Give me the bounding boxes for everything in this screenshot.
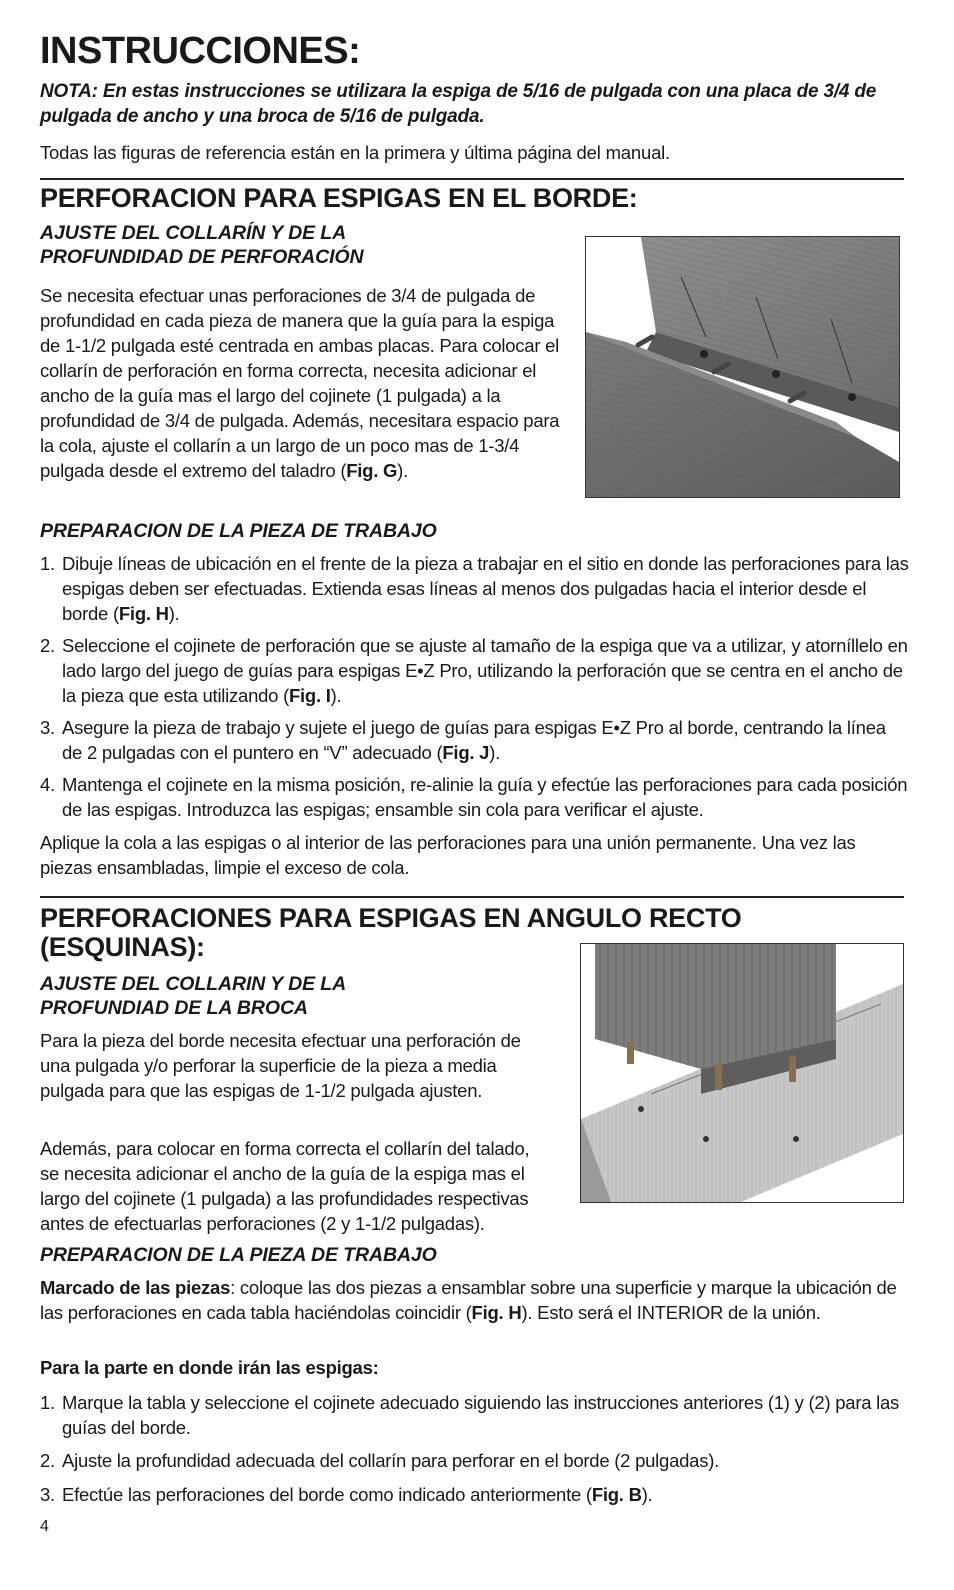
section2-collar-paragraph: Para la pieza del borde necesita efectuar una perforación de una pulgada y/o perforar la superficie de la pieza a media pulgada para que las espigas de 1-1/2 pulgada ajusten. (40, 1030, 521, 1101)
marking-paragraph: Marcado de las piezas: coloque las dos piezas a ensamblar sobre una superficie y marque la ubicación de las perforaciones en cada tabla haciéndolas coincidir (Fig. H). Esto será el INTERIOR de la unión. (40, 1277, 897, 1323)
section-divider (40, 178, 904, 180)
list-item: 2. Ajuste la profundidad adecuada del collarín para perforar en el borde (2 pulgadas). (40, 1450, 720, 1471)
page-title: INSTRUCCIONES: (40, 30, 361, 72)
list-item: 3. Asegure la pieza de trabajo y sujete el juego de guías para espigas E•Z Pro al borde, centrando la línea de 2 pulgadas con el puntero en “V” adecuado (Fig. J). (40, 717, 886, 763)
section2-heading: PERFORACIONES PARA ESPIGAS EN ANGULO RECTO (ESQUINAS): (40, 903, 742, 962)
section1-steps (40, 551, 910, 829)
section1-collar-paragraph: Se necesita efectuar unas perforaciones de 3/4 de pulgada de profundidad en cada pieza de manera que la guía para la espiga de 1-1/2 pulgada esté centrada en ambas placas. Para colocar el collarín de perforación en forma correcta, necesita adicionar el ancho de la guía mas el largo del cojinete (1 pulgada) a la profundidad de 3/4 de pulgada. Además, necesitara espacio para la cola, ajuste el collarín a un largo de un poco mas de 1-3/4 pulgada desde el extremo del taladro (Fig. G). (40, 285, 560, 481)
page-number: 4 (40, 1518, 49, 1535)
intro-paragraph: Todas las figuras de referencia están en la primera y última página del manual. (40, 142, 671, 163)
list-item: 2. Seleccione el cojinete de perforación que se ajuste al tamaño de la espiga que va a utilizar, y atorníllelo en lado largo del juego de guías para espigas E•Z Pro, utilizando la perforación que se centra en el ancho de la pieza que esta utilizando (Fig. I). (40, 635, 908, 706)
list-item: 4. Mantenga el cojinete en la misma posición, re-alinie la guía y efectúe las perforaciones para cada posición de las espigas. Introduzca las espigas; ensamble sin cola para verificar el ajuste. (40, 774, 908, 820)
section2-subheading-workpiece: PREPARACION DE LA PIEZA DE TRABAJO (40, 1244, 437, 1266)
section2-depth-paragraph: Además, para colocar en forma correcta el collarín del talado, se necesita adicionar el ancho de la guía de la espiga mas el largo del cojinete (1 pulgada) a las profundidades respectivas antes de efectuarlas perforaciones (2 y 1-1/2 pulgadas). (40, 1138, 530, 1234)
list-item: 1. Marque la tabla y seleccione el cojinete adecuado siguiendo las instrucciones anteriores (1) y (2) para las guías del borde. (40, 1392, 900, 1438)
fig-reference: Fig. H (118, 603, 169, 624)
list-item: 1. Dibuje líneas de ubicación en el frente de la pieza a trabajar en el sitio en donde las perforaciones para las espigas deben ser efectuadas. Extienda esas líneas al menos dos pulgadas hacia el interior desde el borde (Fig. H). (40, 553, 909, 624)
section1-closing-paragraph: Aplique la cola a las espigas o al interior de las perforaciones para una unión permanente. Una vez las piezas ensambladas, limpie el exceso de cola. (40, 832, 856, 878)
list-item: 3. Efectúe las perforaciones del borde como indicado anteriormente (Fig. B). (40, 1484, 653, 1505)
edge-boards-illustration (586, 237, 899, 497)
fig-reference: Fig. I (288, 685, 331, 706)
section-divider (40, 896, 904, 898)
section1-heading: PERFORACION PARA ESPIGAS EN EL BORDE: (40, 183, 638, 213)
section2-steps (40, 1390, 910, 1514)
edge-dowel-figure (585, 236, 900, 498)
section2-subheading-collar: AJUSTE DEL COLLARIN Y DE LA PROFUNDIAD DE LA BROCA (40, 973, 346, 1019)
fig-reference: Fig. B (591, 1484, 642, 1505)
section1-subheading-collar: AJUSTE DEL COLLARÍN Y DE LA PROFUNDIDAD DE PERFORACIÓN (40, 222, 364, 268)
fig-reference: Fig. G (346, 460, 398, 481)
fig-reference: Fig. H (471, 1302, 522, 1323)
marking-label: Marcado de las piezas (40, 1277, 231, 1298)
dowel-part-heading: Para la parte en donde irán las espigas: (40, 1357, 379, 1378)
section1-subheading-workpiece: PREPARACION DE LA PIEZA DE TRABAJO (40, 520, 437, 542)
fig-reference: Fig. J (442, 742, 490, 763)
note-paragraph: NOTA: En estas instrucciones se utilizara la espiga de 5/16 de pulgada con una placa de 3/4 de pulgada de ancho y una broca de 5/16 de pulgada. (40, 81, 877, 127)
corner-dowel-figure (580, 943, 904, 1203)
corner-boards-illustration (581, 944, 903, 1202)
